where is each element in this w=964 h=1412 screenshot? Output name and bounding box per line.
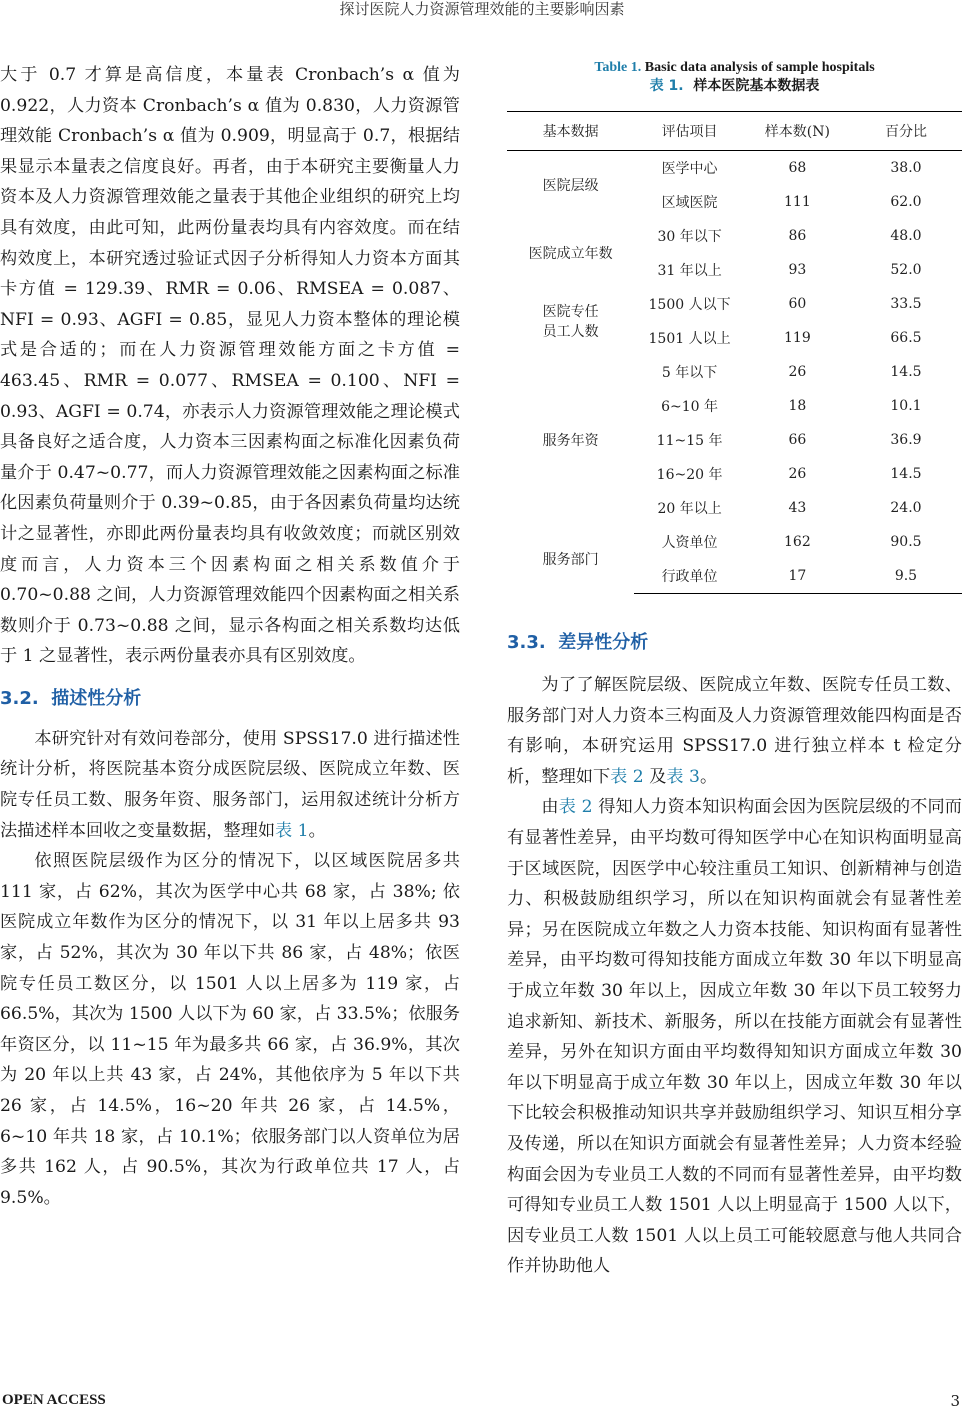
section-number: 3.2. bbox=[0, 687, 39, 709]
group-label: 医院层级 bbox=[542, 178, 599, 194]
paragraph-text: 为了了解医院层级、医院成立年数、医院专任员工数、服务部门对人力资本三构面及人力资源管理效能四构面是否有影响，本研究运用 SPSS17.0 进行独立样本 t 检定分析，整理如下 bbox=[507, 675, 962, 787]
percent-cell: 62.0 bbox=[890, 194, 922, 210]
caption-text: Basic data analysis of sample hospitals bbox=[644, 60, 875, 75]
paragraph-difference-results bbox=[507, 792, 962, 1282]
table-caption-en bbox=[507, 58, 962, 77]
paragraph-text: 。 bbox=[308, 820, 326, 841]
section-title: 差异性分析 bbox=[558, 632, 649, 653]
percent-cell: 9.5 bbox=[850, 559, 962, 594]
count-cell: 18 bbox=[788, 398, 807, 414]
table-header-row bbox=[507, 112, 962, 151]
item-cell: 31 年以上 bbox=[657, 263, 722, 279]
percent-cell: 66.5 bbox=[890, 330, 922, 346]
column-header: 基本数据 bbox=[507, 112, 634, 151]
count-cell: 60 bbox=[788, 296, 807, 312]
caption-number: 表 1. bbox=[649, 78, 684, 94]
paragraph-text: 本研究针对有效问卷部分，使用 SPSS17.0 进行描述性统计分析，将医院基本资分成医院层级、医院成立年数、医院专任员工数、服务年资、服务部门，运用叙述统计分析方法描述样本回收之变量数据，整理如 bbox=[0, 728, 460, 841]
table-row bbox=[507, 525, 962, 559]
sample-hospital-table bbox=[507, 111, 962, 594]
table-1-link[interactable]: 表 1 bbox=[275, 820, 309, 841]
count-cell: 66 bbox=[788, 432, 807, 448]
table-row bbox=[507, 219, 962, 253]
item-cell: 11~15 年 bbox=[656, 433, 723, 449]
paragraph-reliability-validity: 大于 0.7 才算是高信度，本量表 Cronbach’s α 值为 0.922，人力资本 Cronbach’s α 值为 0.830，人力资源管理效能 Cronbach’s α 值为 0.909，明显高于 0.7，根据结果显示本量表之信度良好。再者，由于本研究主要衡量人力资本及人力资源管理效能之量表于其他企业组织的研究上均具有效度，由此可知，此两份量表均具有内容效度。而在结构效度上，本研究透过验证式因子分析得知人力资本方面其卡方值 = 129.39、RMR = 0.06、RMSEA = 0.087、NFI = 0.93、AGFI = 0.85，显见人力资本整体的理论模式是合适的；而在人力资源管理效能方面之卡方值 = 463.45、RMR = 0.077、RMSEA = 0.100、NFI = 0.93、AGFI = 0.74，亦表示人力资源管理效能之理论模式具备良好之适合度，人力资本三因素构面之标准化因素负荷量介于 0.47~0.77，而人力资源管理效能之因素构面之标准化因素负荷量则介于 0.39~0.85，由于各因素负荷量均达统计之显著性，亦即此两份量表均具有收敛效度；而就区别效度而言，人力资本三个因素构面之相关系数值介于 0.70~0.88 之间，人力资源管理效能四个因素构面之相关系数则介于 0.73~0.88 之间，显示各构面之相关系数均达低于 1 之显著性，表示两份量表亦具有区别效度。 bbox=[0, 65, 460, 667]
item-cell: 医学中心 bbox=[661, 161, 718, 177]
percent-cell: 14.5 bbox=[890, 466, 922, 482]
group-label: 医院专任 员工人数 bbox=[542, 304, 599, 340]
item-cell: 6~10 年 bbox=[661, 399, 719, 415]
paragraph-text: 由 bbox=[541, 797, 559, 818]
percent-cell: 38.0 bbox=[890, 160, 922, 176]
table-row bbox=[507, 151, 962, 186]
paragraph-text: 。 bbox=[699, 766, 718, 787]
item-cell: 行政单位 bbox=[634, 559, 744, 594]
item-cell: 区域医院 bbox=[661, 195, 718, 211]
table-2-link[interactable]: 表 2 bbox=[558, 797, 593, 818]
section-heading-3-3 bbox=[507, 628, 962, 654]
table-row bbox=[507, 287, 962, 321]
caption-text: 样本医院基本数据表 bbox=[693, 78, 820, 94]
item-cell: 1501 人以上 bbox=[648, 331, 731, 347]
page-number: 3 bbox=[950, 1392, 960, 1410]
table-caption bbox=[507, 58, 962, 96]
item-cell: 1500 人以下 bbox=[648, 297, 731, 313]
count-cell: 26 bbox=[788, 364, 807, 380]
count-cell: 119 bbox=[784, 330, 811, 346]
item-cell: 16~20 年 bbox=[656, 467, 723, 483]
count-cell: 162 bbox=[784, 534, 811, 550]
open-access-label: OPEN ACCESS bbox=[2, 1392, 106, 1408]
paragraph-descriptive-results: 依照医院层级作为区分的情况下，以区域医院居多共 111 家，占 62%，其次为医学中心共 68 家，占 38%; 依医院成立年数作为区分的情况下，以 31 年以上居多共 93 家，占 52%，其次为 30 年以下共 86 家，占 48%；依医院专任员工数区分，以 1501 人以上居多为 119 家，占 66.5%，其次为 1500 人以下为 60 家，占 33.5%；依服务年资区分，以 11~15 年为最多共 66 家，占 36.9%，其次为 20 年以上共 43 家，占 24%，其他依序为 5 年以下共 26 家，占 14.5%，16~20 年共 26 家，占 14.5%，6~10 年共 18 家，占 10.1%；依服务部门以人资单位为居多共 162 人，占 90.5%，其次为行政单位共 17 人，占 9.5%。 bbox=[0, 851, 460, 1208]
count-cell: 43 bbox=[788, 500, 807, 516]
paragraph-text: 得知人力资本知识构面会因为医院层级的不同而有显著性差异，由平均数可得知医学中心在知识构面明显高于区域医院，因医学中心较注重员工知识、创新精神与创造力、积极鼓励组织学习，所以在知识构面就会有显著性差异；另在医院成立年数之人力资本技能、知识构面有显著性差异，由平均数可得知技能方面成立年数 30 年以下明显高于成立年数 30 年以上，因成立年数 30 年以下员工较努力追求新知、新技术、新服务，所以在技能方面就会有显著性差异，另外在知识方面由平均数得知知识方面成立年数 30 年以下明显高于成立年数 30 年以上，因成立年数 30 年以下比较会积极推动知识共享并鼓励组织学习、知识互相分享及传递，所以在知识方面就会有显著性差异；人力资本经验构面会因为专业员工人数的不同而有显著性差异，由平均数可得知专业员工人数 1501 人以上明显高于 1500 人以下，因专业员工人数 1501 人以上员工可能较愿意与他人共同合作并协助他人 bbox=[507, 797, 962, 1277]
item-cell: 20 年以上 bbox=[657, 501, 722, 517]
percent-cell: 48.0 bbox=[890, 228, 922, 244]
table-caption-zh bbox=[507, 77, 962, 96]
percent-cell: 33.5 bbox=[890, 296, 922, 312]
count-cell: 93 bbox=[788, 262, 807, 278]
table-3-link[interactable]: 表 3 bbox=[666, 766, 700, 787]
section-title: 描述性分析 bbox=[51, 687, 142, 709]
item-cell: 5 年以下 bbox=[661, 365, 718, 381]
table-2-link[interactable]: 表 2 bbox=[610, 766, 644, 787]
count-cell: 111 bbox=[784, 194, 811, 210]
count-cell: 86 bbox=[788, 228, 807, 244]
right-column bbox=[507, 628, 962, 1282]
count-cell: 17 bbox=[745, 559, 850, 594]
percent-cell: 90.5 bbox=[890, 534, 922, 550]
group-label: 医院成立年数 bbox=[528, 246, 613, 262]
paragraph-difference-method bbox=[507, 670, 962, 792]
left-column bbox=[0, 60, 460, 1213]
count-cell: 26 bbox=[788, 466, 807, 482]
table-row bbox=[507, 355, 962, 389]
percent-cell: 14.5 bbox=[890, 364, 922, 380]
column-header: 样本数(N) bbox=[745, 112, 850, 151]
percent-cell: 36.9 bbox=[890, 432, 922, 448]
paragraph-descriptive-method bbox=[0, 724, 460, 846]
paragraph-text: 及 bbox=[643, 766, 667, 787]
percent-cell: 52.0 bbox=[890, 262, 922, 278]
running-header: 探讨医院人力资源管理效能的主要影响因素 bbox=[339, 0, 625, 18]
column-header: 百分比 bbox=[850, 112, 962, 151]
count-cell: 68 bbox=[788, 160, 807, 176]
column-header: 评估项目 bbox=[634, 112, 744, 151]
group-label: 服务年资 bbox=[542, 433, 599, 449]
item-cell: 30 年以下 bbox=[657, 229, 722, 245]
section-number: 3.3. bbox=[507, 632, 546, 653]
item-cell: 人资单位 bbox=[661, 535, 718, 551]
group-label: 服务部门 bbox=[542, 552, 599, 569]
section-heading-3-2 bbox=[0, 684, 460, 710]
caption-number: Table 1. bbox=[594, 60, 642, 75]
percent-cell: 10.1 bbox=[890, 398, 922, 414]
percent-cell: 24.0 bbox=[890, 500, 922, 516]
